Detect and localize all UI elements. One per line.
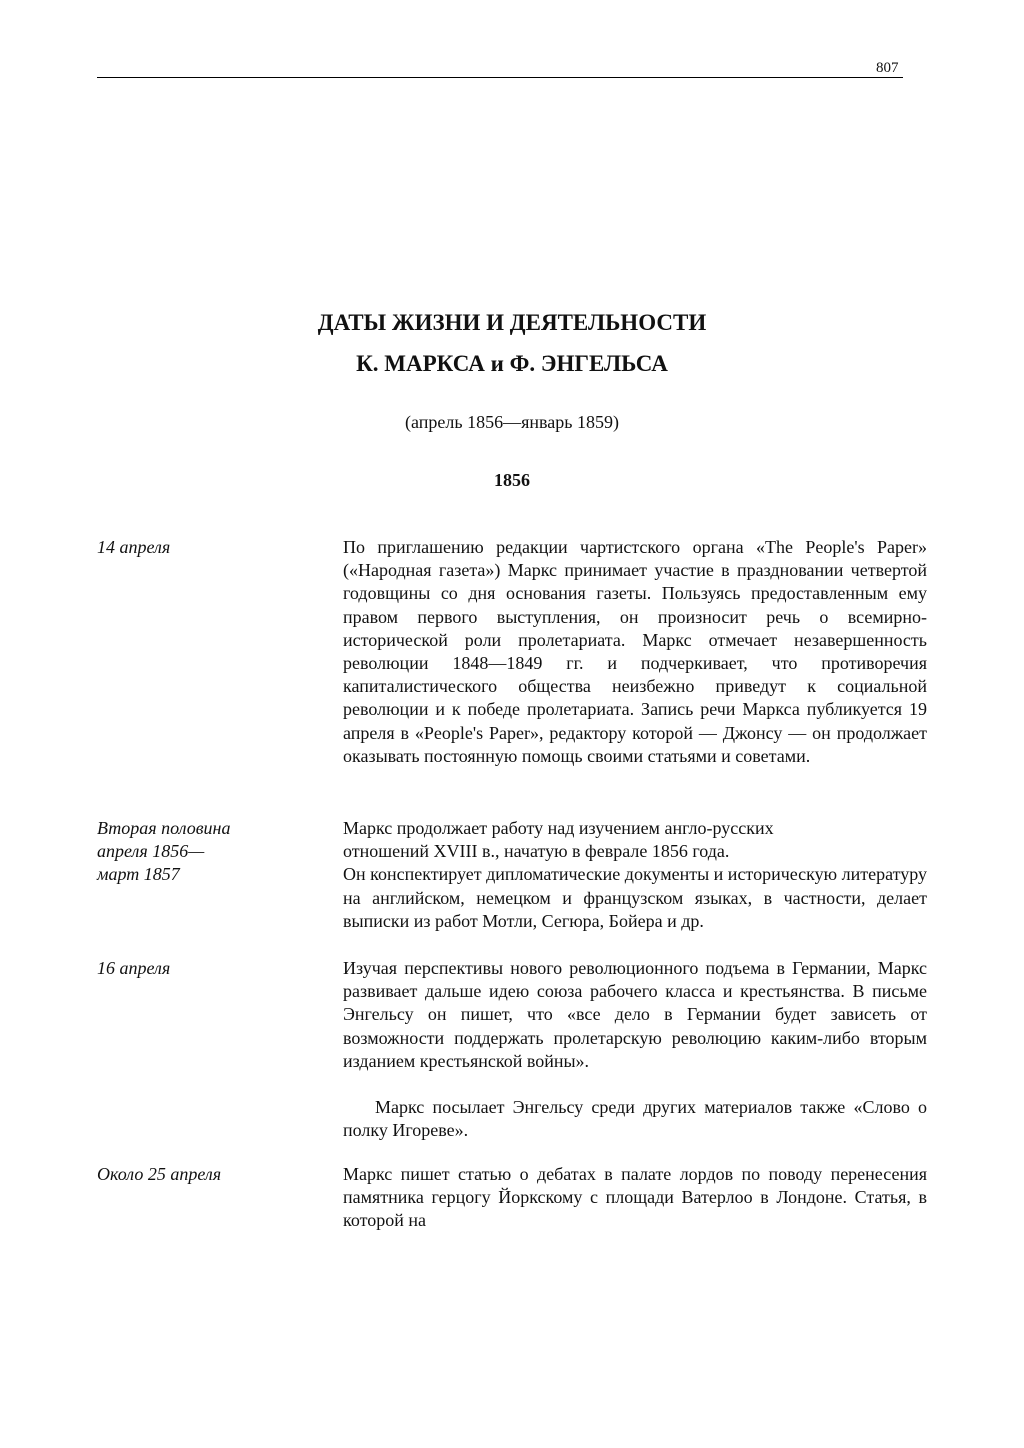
entry-paragraph: отношений XVIII в., начатую в феврале 1856 года. xyxy=(343,841,730,862)
entry-text xyxy=(343,536,927,768)
entry-date: 14 апреля xyxy=(97,537,171,557)
page-title-line-1: ДАТЫ ЖИЗНИ И ДЕЯТЕЛЬНОСТИ xyxy=(317,310,707,335)
page-number: 807 xyxy=(876,60,899,76)
entry-date-line: март 1857 xyxy=(97,864,180,885)
entry-paragraph: Маркс пишет статью о дебатах в палате лордов по поводу перенесения памятника герцогу Йоркскому с площади Ватерлоо в Лондоне. Статья, в которой на xyxy=(343,1164,927,1231)
entry-paragraph: По приглашению редакции чартистского органа «The People's Paper» («Народная газета») Маркс принимает участие в праздновании четвертой годовщины со дня основания газеты. Пользуясь предоставленным ему правом первого выступления, он произносит речь о всемирно-исторической роли пролетариата. Маркс отмечает незавершенность революции 1848—1849 гг. и подчеркивает, что противоречия капиталистического общества неизбежно приведут к социальной революции и к победе пролетариата. Запись речи Маркса публикуется 19 апреля в «People's Paper», редактору которой — Джонсу — он продолжает оказывать постоянную помощь своими статьями и советами. xyxy=(343,537,927,766)
entry-date xyxy=(97,817,327,887)
header-rule xyxy=(97,77,903,78)
entry-paragraph: Маркс посылает Энгельсу среди других материалов также «Слово о полку Игореве». xyxy=(343,1097,927,1141)
period-subtitle: (апрель 1856—январь 1859) xyxy=(405,412,619,432)
page-title-line-2: К. МАРКСА и Ф. ЭНГЕЛЬСА xyxy=(356,351,668,376)
entry-date-line: Вторая половина xyxy=(97,818,231,838)
entry-paragraph: Он конспектирует дипломатические документы и историческую литературу на английском, немецком и французском языках, в частности, делает выписки из работ Мотли, Сегюра, Бойера и др. xyxy=(343,864,927,931)
entry-date-line: апреля 1856— xyxy=(97,841,205,862)
entry-text xyxy=(343,957,927,1142)
entry-text xyxy=(343,817,927,933)
entry-text xyxy=(343,1163,927,1233)
entry-date: 16 апреля xyxy=(97,958,171,978)
entry-paragraph: Маркс продолжает работу над изучением англо-русских xyxy=(343,818,774,838)
year-heading: 1856 xyxy=(494,470,530,490)
entry-date: Около 25 апреля xyxy=(97,1164,222,1184)
entry-paragraph: Изучая перспективы нового революционного подъема в Германии, Маркс развивает дальше идею союза рабочего класса и крестьянства. В письме Энгельсу он пишет, что «все дело в Германии будет зависеть от возможности поддержать пролетарскую революцию каким-либо вторым изданием крестьянской войны». xyxy=(343,958,927,1071)
